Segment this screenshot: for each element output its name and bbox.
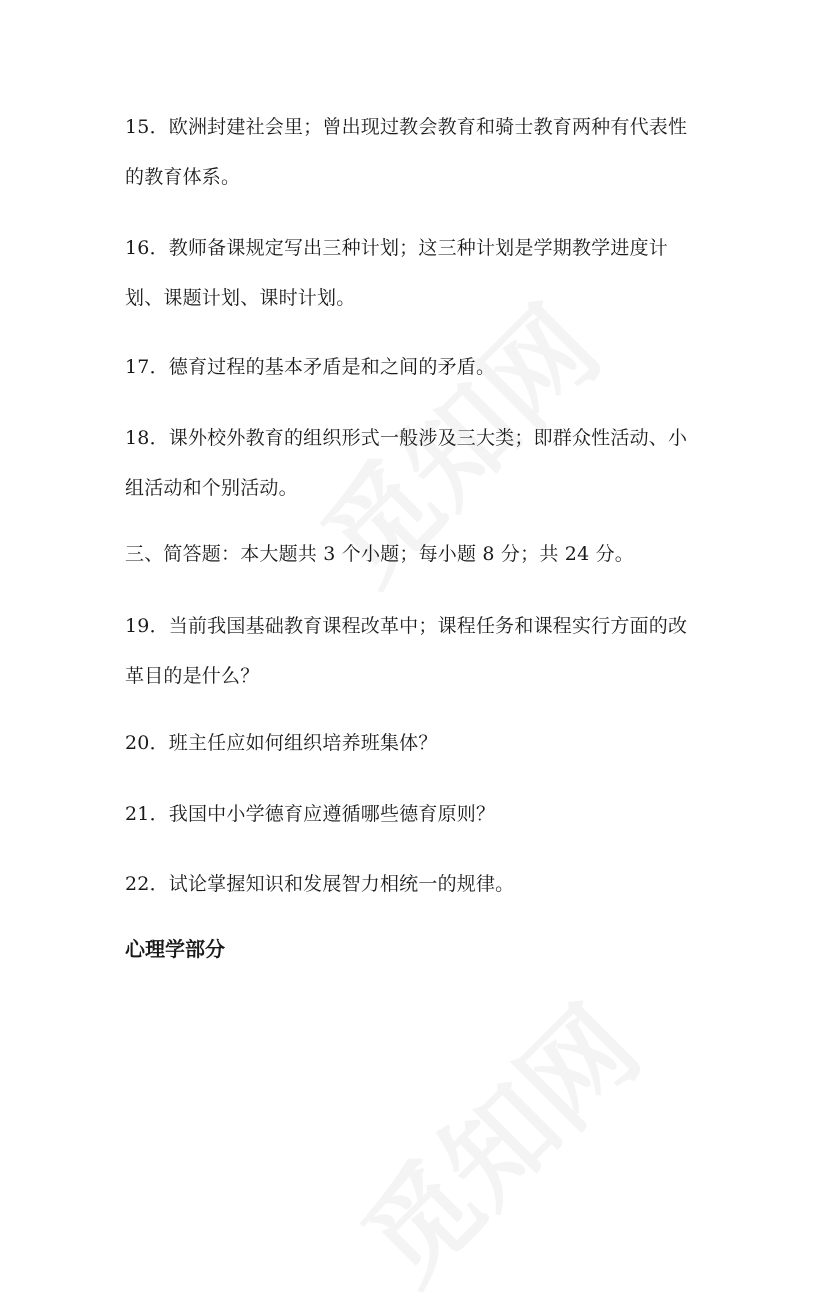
- question-19-line-2: 革目的是什么？: [125, 665, 260, 687]
- question-18-line-2: 组活动和个别活动。: [125, 477, 298, 499]
- question-20: 20．班主任应如何组织培养班集体？: [125, 732, 438, 754]
- question-18-line-1: 18．课外校外教育的组织形式一般涉及三大类；即群众性活动、小: [125, 427, 688, 449]
- question-15-line-2: 的教育体系。: [125, 166, 241, 188]
- section-short-answer-title: 三、简答题：本大题共 3 个小题；每小题 8 分；共 24 分。: [125, 543, 634, 565]
- watermark: [322, 966, 667, 1311]
- question-15-line-1: 15．欧洲封建社会里；曾出现过教会教育和骑士教育两种有代表性: [125, 116, 688, 138]
- question-19-line-1: 19．当前我国基础教育课程改革中；课程任务和课程实行方面的改: [125, 615, 688, 637]
- question-17: 17．德育过程的基本矛盾是和之间的矛盾。: [125, 356, 496, 378]
- section-heading-psychology: 心理学部分: [125, 937, 225, 961]
- question-21: 21．我国中小学德育应遵循哪些德育原则？: [125, 803, 496, 825]
- question-16-line-2: 划、课题计划、课时计划。: [125, 287, 356, 309]
- question-16-line-1: 16．教师备课规定写出三种计划；这三种计划是学期教学进度计: [125, 237, 668, 259]
- question-22: 22．试论掌握知识和发展智力相统一的规律。: [125, 873, 515, 895]
